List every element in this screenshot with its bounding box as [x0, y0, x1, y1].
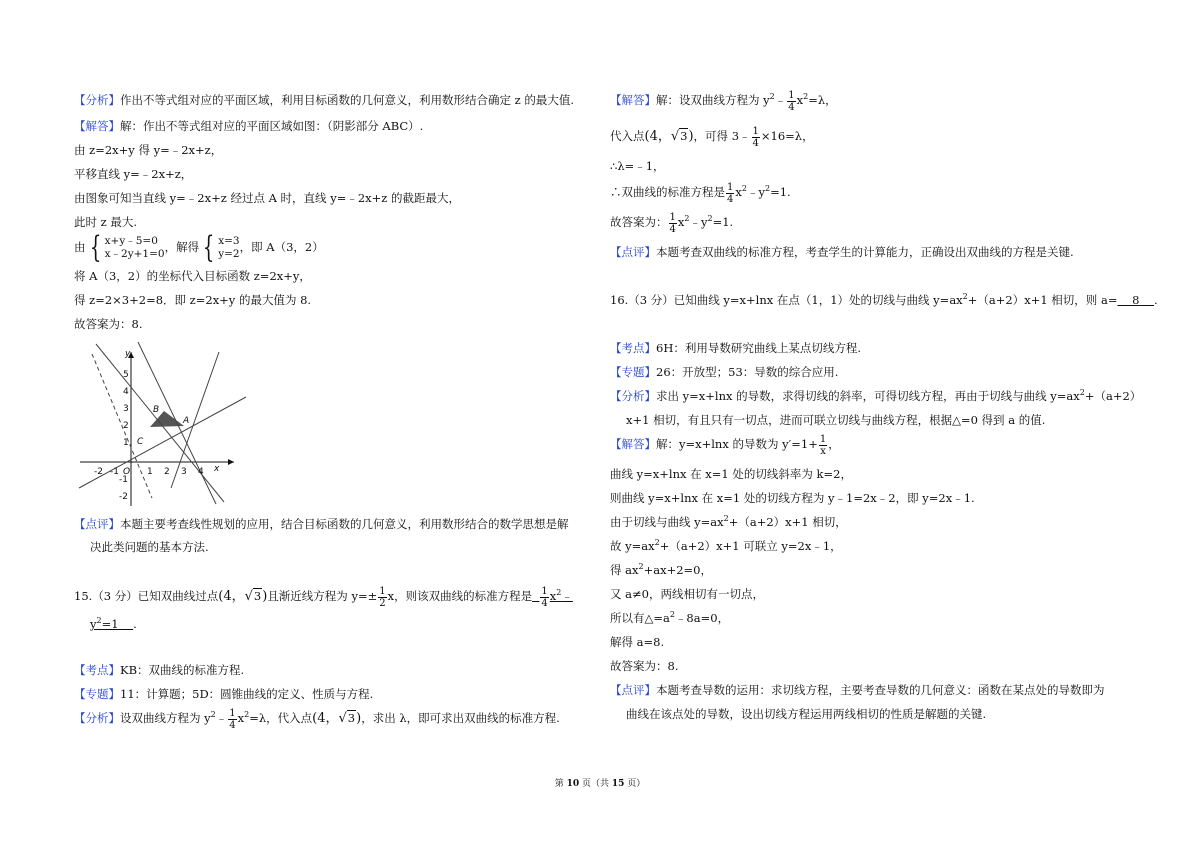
step-line: 所以有$\triangle=a^2﹣8a=0$，	[610, 610, 730, 625]
tick-label: -2	[119, 492, 128, 502]
kaodian-line: 【考点】KB：双曲线的标准方程.	[74, 663, 245, 677]
tick-label: 2	[123, 421, 129, 431]
system-line: 由 { x+y﹣5=0 x﹣2y+1=0 ，解得 { x=3 y=2 ，即 A（3，2）	[74, 230, 324, 265]
step-line: 故 $y=ax^2+(a+2)x+1$ 可联立 y=2x﹣1，	[610, 538, 842, 553]
analysis-line-15: 【分析】设双曲线方程为 $y^2﹣$ $\frac{1}{4}$ $x^2=\lambda$，代入点(4，√3)，求出 λ，即可求出双曲线的标准方程.	[74, 707, 560, 731]
line-y-equals-x-minus-1	[171, 352, 219, 488]
tick-label: -1	[110, 467, 119, 477]
step-line: 由 z=2x+y 得 y=﹣2x+z，	[74, 143, 223, 157]
question-15-answer: $y^2=1$ .	[90, 616, 137, 631]
tick-label: -1	[119, 475, 128, 485]
point-a-label: A	[183, 416, 190, 426]
feasible-region-graph	[74, 338, 254, 508]
tick-label: 3	[181, 467, 187, 477]
solution-line: 【解答】解：设双曲线方程为 $y^2﹣$ $\frac{1}{4}$ $x^2=\lambda$，	[610, 89, 837, 113]
step-line: 将 A（3，2）的坐标代入目标函数 z=2x+y，	[74, 269, 311, 283]
comment-line: 【点评】本题主要考查线性规划的应用，结合目标函数的几何意义，利用数形结合的数学思想是解	[74, 517, 569, 531]
comment-line: 【点评】本题考查导数的运用：求切线方程，主要考查导数的几何意义：函数在某点处的导数即为	[610, 683, 1105, 697]
tick-label: 5	[123, 370, 129, 380]
step-line: 又 a≠0，两线相切有一切点，	[610, 587, 764, 601]
answer-line: 故答案为： $\frac{1}{4}$ $x^2﹣y^2=1$.	[610, 211, 734, 235]
step-line: 由图象可知当直线 y=﹣2x+z 经过点 A 时，直线 y=﹣2x+z 的截距最大，	[74, 191, 460, 205]
step-line: 此时 z 最大.	[74, 215, 138, 229]
comment-line: 决此类问题的基本方法.	[90, 540, 209, 554]
y-axis-label: y	[125, 349, 131, 359]
step-line: 解得 a=8.	[610, 635, 665, 649]
point-b-label: B	[153, 405, 160, 415]
tick-label: 4	[198, 467, 204, 477]
analysis-line: x+1 相切，有且只有一切点，进而可联立切线与曲线方程，根据△=0 得到 a 的值.	[626, 413, 1046, 427]
step-line: 平移直线 y=﹣2x+z，	[74, 167, 193, 181]
page-footer: 第 10 页（共 15 页）	[554, 779, 646, 789]
tick-label: 1	[147, 467, 153, 477]
answer-line: 故答案为：8.	[610, 659, 679, 673]
tick-label: -2	[94, 467, 103, 477]
tick-label: 4	[123, 387, 129, 397]
solution-line: 【解答】解：作出不等式组对应的平面区域如图：（阴影部分 ABC）.	[74, 119, 424, 133]
step-line: ∴λ=﹣1，	[610, 159, 665, 173]
line-y-equals-x-1b	[138, 342, 216, 504]
tick-label: 3	[123, 404, 129, 414]
step-line: 由于切线与曲线 $y=ax^2+(a+2)x+1$ 相切，	[610, 514, 847, 529]
step-line: 得 z=2×3+2=8．即 z=2x+y 的最大值为 8.	[74, 293, 312, 307]
line-x-minus-2y-plus-1	[79, 397, 246, 488]
x-axis-label: x	[214, 464, 220, 474]
step-line: 曲线 y=x+lnx 在 x=1 处的切线斜率为 k=2，	[610, 467, 852, 481]
solution-line: 【解答】解：y=x+lnx 的导数为 y′=1+ $\frac{1}{x}$ ，	[610, 433, 840, 457]
zhuanti-line: 【专题】26：开放型；53：导数的综合应用.	[610, 365, 839, 379]
line-x-plus-y-minus-5	[96, 344, 224, 502]
analysis-line: 【分析】求出 y=x+lnx 的导数，求得切线的斜率，可得切线方程，再由于切线与曲线 $y=ax^2+(a+2)$	[610, 388, 1142, 403]
comment-line: 【点评】本题考查双曲线的标准方程，考查学生的计算能力，正确设出双曲线的方程是关键.	[610, 245, 1074, 259]
analysis-line: 【分析】作出不等式组对应的平面区域，利用目标函数的几何意义，利用数形结合确定 z 的最大值.	[74, 93, 575, 107]
zhuanti-line: 【专题】11：计算题；5D：圆锥曲线的定义、性质与方程.	[74, 687, 374, 701]
comment-line: 曲线在该点处的导数，设出切线方程运用两线相切的性质是解题的关键.	[626, 707, 987, 721]
origin-label: O	[123, 467, 131, 477]
step-line: 得 $ax^2+ax+2=0$，	[610, 562, 712, 577]
tick-label: 1	[123, 438, 129, 448]
question-15: 15.（3 分）已知双曲线过点(4，√3)且渐近线方程为 y=± $\frac{1}{2}$ x，则该双曲线的标准方程是 $\frac{1}{4}$ $x^2﹣$	[74, 585, 573, 609]
point-c-label: C	[137, 437, 144, 447]
question-16: 16.（3 分）已知曲线 y=x+lnx 在点（1，1）处的切线与曲线 $y=ax^2+(a+2)x+1$ 相切，则 a= 8 .	[610, 292, 1158, 307]
step-line: 则曲线 y=x+lnx 在 x=1 处的切线方程为 y﹣1=2x﹣2，即 y=2x﹣1.	[610, 491, 975, 505]
tick-label: 2	[164, 467, 170, 477]
answer-line: 故答案为：8.	[74, 317, 143, 331]
step-line: ∴双曲线的标准方程是 $\frac{1}{4}$ $x^2﹣y^2=1$.	[610, 181, 791, 205]
step-line: 代入点(4，√3)，可得 3﹣ $\frac{1}{4}$ ×16=λ，	[610, 125, 814, 149]
kaodian-line: 【考点】6H：利用导数研究曲线上某点切线方程.	[610, 341, 861, 355]
